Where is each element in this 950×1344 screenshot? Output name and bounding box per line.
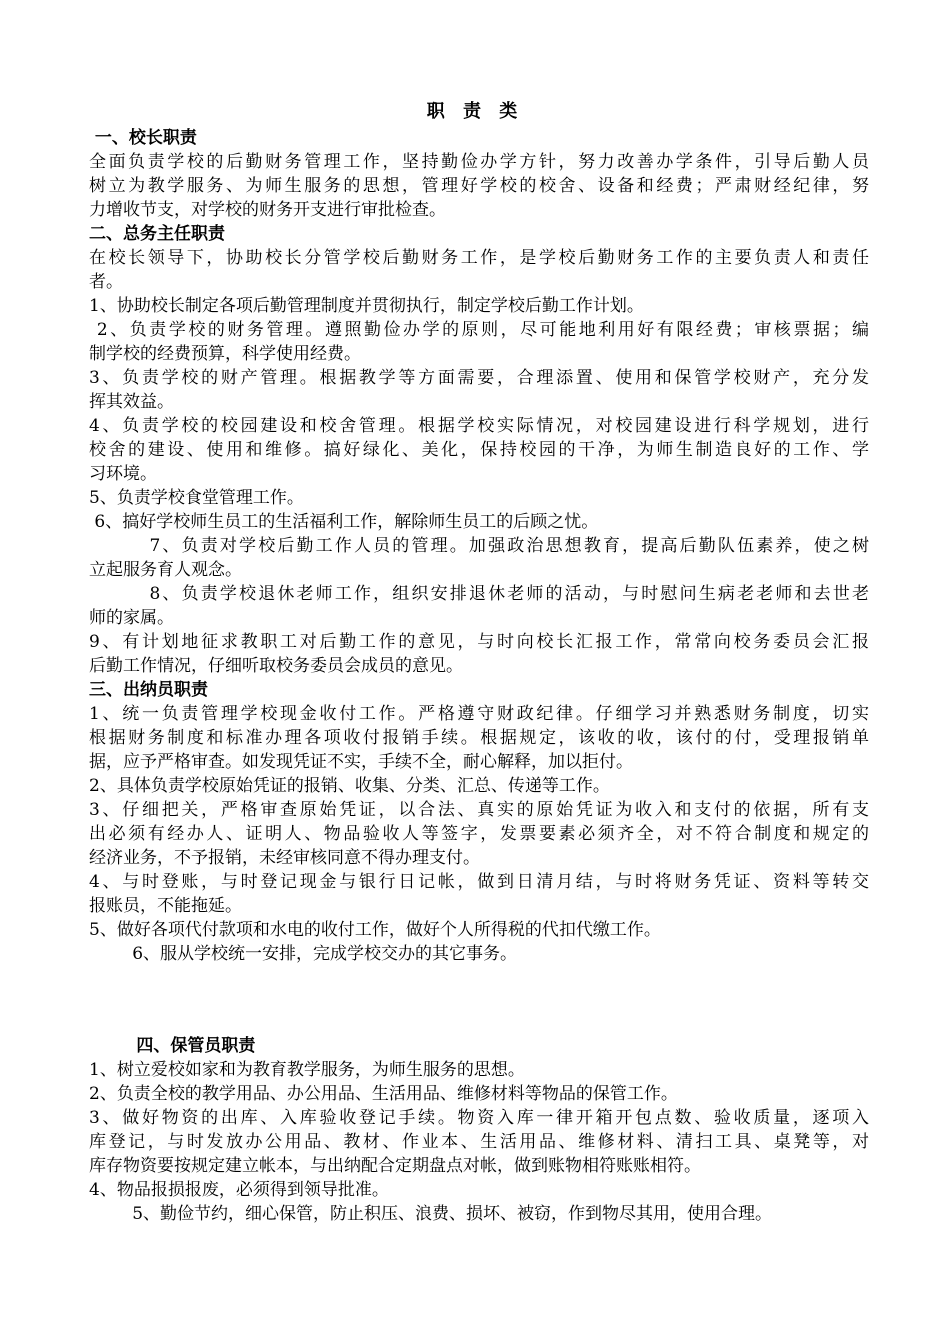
- text-line: 者。: [89, 272, 123, 292]
- text-line: 3、做好物资的出库、入库验收登记手续。物资入库一律开箱开包点数、验收质量，逐项入: [89, 1108, 869, 1128]
- text-line: 立起服务育人观念。: [89, 560, 242, 580]
- text-line: 2、负责学校的财务管理。遵照勤俭办学的原则，尽可能地利用好有限经费；审核票据；编: [89, 320, 869, 340]
- text-line: 6、搞好学校师生员工的生活福利工作，解除师生员工的后顾之忧。: [89, 512, 599, 532]
- text-line: 6、服从学校统一安排，完成学校交办的其它事务。: [89, 944, 518, 964]
- text-line: 制学校的经费预算，科学使用经费。: [89, 344, 361, 364]
- text-line: 报账员，不能拖延。: [89, 896, 242, 916]
- text-line: 5、勤俭节约，细心保管，防止积压、浪费、损坏、被窃，作到物尽其用，使用合理。: [89, 1204, 773, 1224]
- text-line: 挥其效益。: [89, 392, 174, 412]
- text-line: 1、统一负责管理学校现金收付工作。严格遵守财政纪律。仔细学习并熟悉财务制度，切实: [89, 704, 869, 724]
- text-line: 库登记，与时发放办公用品、教材、作业本、生活用品、维修材料、清扫工具、桌凳等，对: [89, 1132, 869, 1152]
- text-line: 1、树立爱校如家和为教育教学服务，为师生服务的思想。: [89, 1060, 525, 1080]
- text-line: 1、协助校长制定各项后勤管理制度并贯彻执行，制定学校后勤工作计划。: [89, 296, 644, 316]
- section-heading: 三、出纳员职责: [89, 680, 208, 700]
- text-line: 9、有计划地征求教职工对后勤工作的意见，与时向校长汇报工作，常常向校务委员会汇报: [89, 632, 869, 652]
- section-heading: 四、保管员职责: [89, 1036, 256, 1056]
- text-line: 力增收节支，对学校的财务开支进行审批检查。: [89, 200, 446, 220]
- text-line: 4、物品报损报废，必须得到领导批准。: [89, 1180, 389, 1200]
- text-line: 校舍的建设、使用和维修。搞好绿化、美化，保持校园的干净，为师生制造良好的工作、学: [89, 440, 869, 460]
- section-heading: 二、总务主任职责: [89, 224, 225, 244]
- text-line: 7、负责对学校后勤工作人员的管理。加强政治思想教育，提高后勤队伍素养，使之树: [89, 536, 869, 556]
- text-line: 库存物资要按规定建立帐本，与出纳配合定期盘点对帐，做到账物相符账账相符。: [89, 1156, 701, 1176]
- text-line: 2、具体负责学校原始凭证的报销、收集、分类、汇总、传递等工作。: [89, 776, 610, 796]
- text-line: 4、与时登账，与时登记现金与银行日记帐，做到日清月结，与时将财务凭证、资料等转交: [89, 872, 869, 892]
- text-line: 全面负责学校的后勤财务管理工作，坚持勤俭办学方针，努力改善办学条件，引导后勤人员: [89, 152, 869, 172]
- text-line: 出必须有经办人、证明人、物品验收人等签字，发票要素必须齐全，对不符合制度和规定的: [89, 824, 869, 844]
- text-line: 根据财务制度和标准办理各项收付报销手续。根据规定，该收的收，该付的付，受理报销单: [89, 728, 869, 748]
- text-line: 经济业务，不予报销，未经审核同意不得办理支付。: [89, 848, 480, 868]
- text-line: 在校长领导下，协助校长分管学校后勤财务工作，是学校后勤财务工作的主要负责人和责任: [89, 248, 869, 268]
- text-line: 5、负责学校食堂管理工作。: [89, 488, 304, 508]
- text-line: 后勤工作情况，仔细听取校务委员会成员的意见。: [89, 656, 463, 676]
- text-line: 3、仔细把关，严格审查原始凭证，以合法、真实的原始凭证为收入和支付的依据，所有支: [89, 800, 869, 820]
- text-line: 据，应予严格审查。如发现凭证不实，手续不全，耐心解释，加以拒付。: [89, 752, 633, 772]
- text-line: 习环境。: [89, 464, 157, 484]
- text-line: 5、做好各项代付款项和水电的收付工作，做好个人所得税的代扣代缴工作。: [89, 920, 661, 940]
- text-line: 8、负责学校退休老师工作，组织安排退休老师的活动，与时慰问生病老老师和去世老: [89, 584, 869, 604]
- text-line: 2、负责全校的教学用品、办公用品、生活用品、维修材料等物品的保管工作。: [89, 1084, 678, 1104]
- page-title: 职 责 类: [426, 101, 524, 122]
- text-line: 3、负责学校的财产管理。根据教学等方面需要，合理添置、使用和保管学校财产，充分发: [89, 368, 869, 388]
- text-line: 师的家属。: [89, 608, 174, 628]
- text-line: 4、负责学校的校园建设和校舍管理。根据学校实际情况，对校园建设进行科学规划，进行: [89, 416, 869, 436]
- section-heading: 一、校长职责: [89, 128, 197, 148]
- text-line: 树立为教学服务、为师生服务的思想，管理好学校的校舍、设备和经费；严肃财经纪律，努: [89, 176, 869, 196]
